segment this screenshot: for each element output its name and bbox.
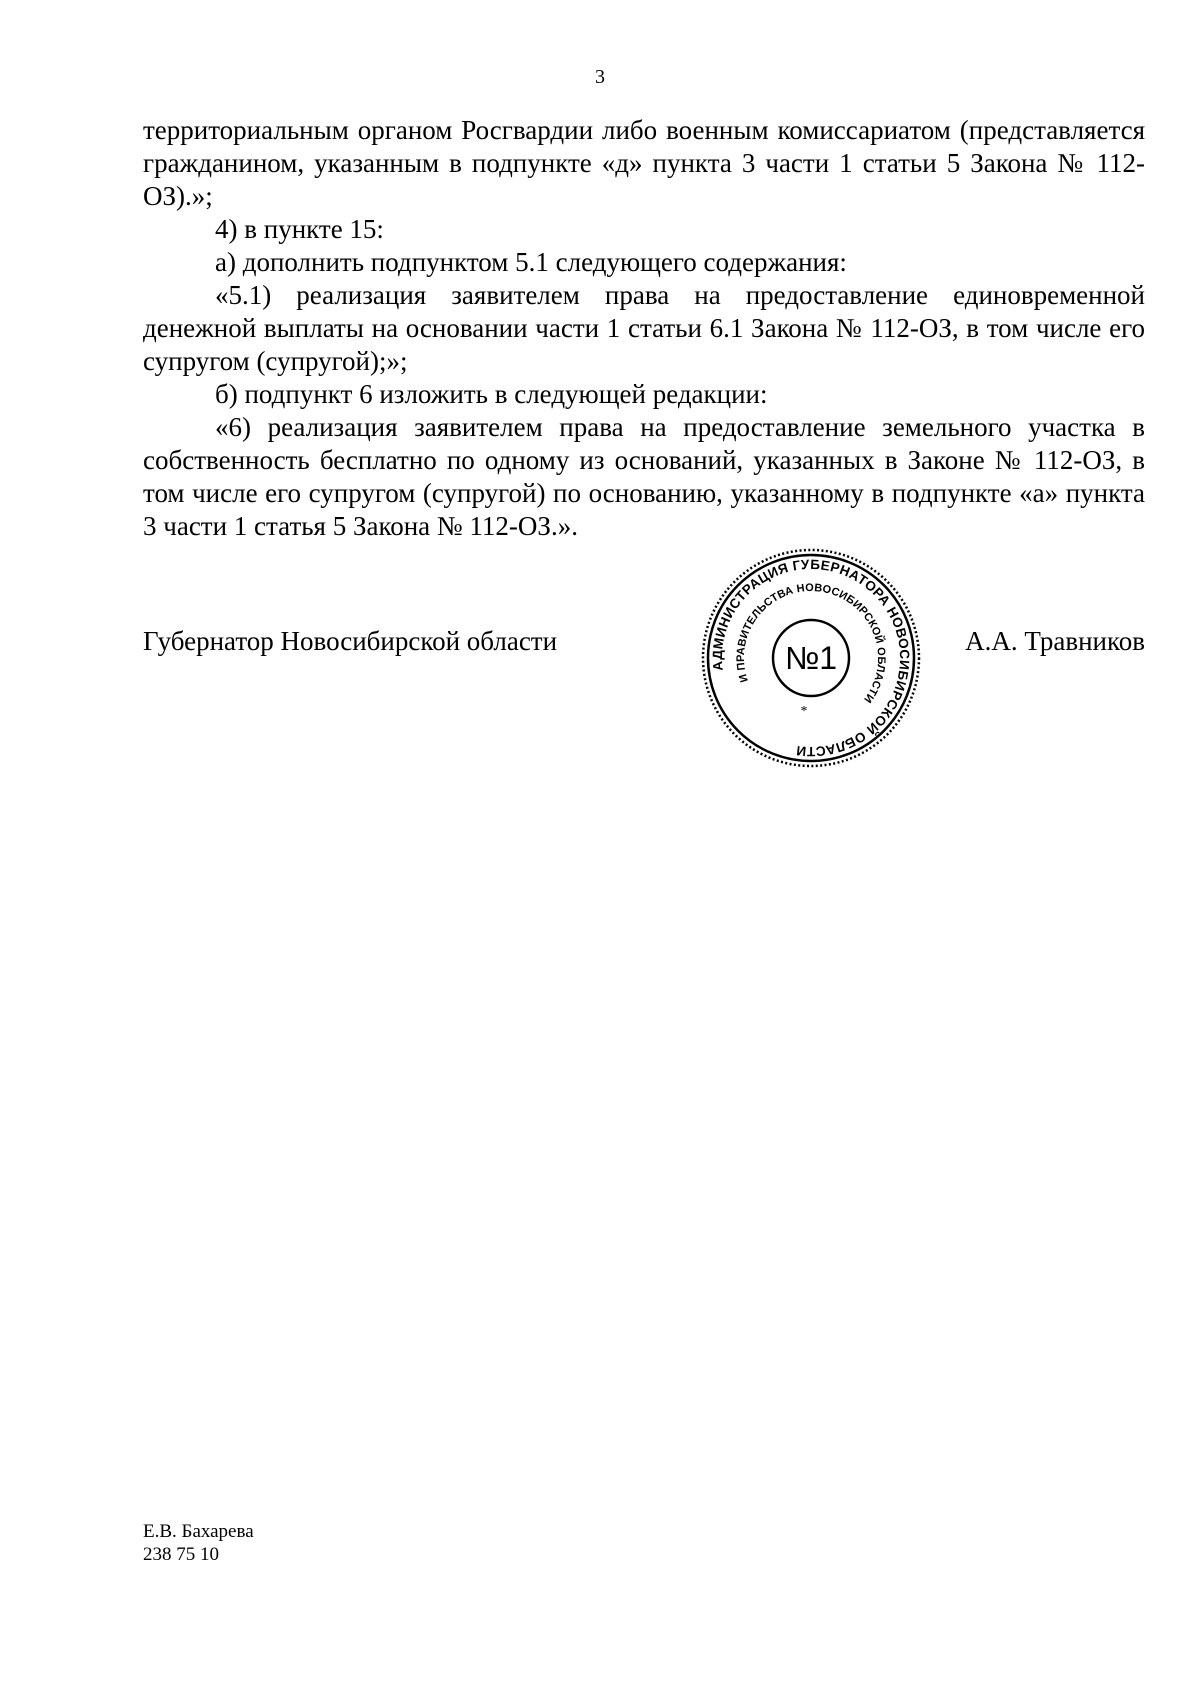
paragraph-subitem-b: б) подпункт 6 изложить в следующей редакции: (215, 379, 768, 409)
seal-star-icon: * (800, 704, 808, 719)
signature-block (143, 626, 1145, 666)
paragraph-continuation: территориальным органом Росгвардии либо военным комиссариатом (представляется гражданином, указанным в подпункте «д» пункта 3 части 1 статьи 5 Закона № 112-ОЗ).»; (143, 115, 1145, 211)
seal-inner-text: И ПРАВИТЕЛЬСТВА НОВОСИБИРСКОЙ ОБЛАСТИ (734, 581, 888, 705)
executor-footer (143, 1520, 254, 1566)
page-number: 3 (595, 66, 605, 88)
document-body (143, 114, 1145, 543)
signatory-name: А.А. Травников (965, 626, 1145, 656)
executor-phone: 238 75 10 (143, 1544, 219, 1565)
seal-center-number: №1 (784, 640, 838, 676)
executor-name: Е.В. Бахарева (143, 1521, 254, 1542)
seal-outer-text: АДМИНИСТРАЦИЯ ГУБЕРНАТОРА НОВОСИБИРСКОЙ ОБЛАСТИ (709, 556, 913, 760)
paragraph-subitem-a: а) дополнить подпунктом 5.1 следующего содержания: (215, 247, 847, 277)
signatory-title: Губернатор Новосибирской области (143, 626, 558, 656)
paragraph-item-4: 4) в пункте 15: (215, 214, 384, 244)
paragraph-subpoint-6: «6) реализация заявителем права на предоставление земельного участка в собственность бесплатно по одному из оснований, указанных в Законе № 112-ОЗ, в том числе его супругом (супругой) по основанию, указанному в подпункте «а» пункта 3 части 1 статья 5 Закона № 112-ОЗ.». (143, 412, 1145, 541)
official-seal (700, 547, 922, 769)
paragraph-subpoint-5-1: «5.1) реализация заявителем права на предоставление единовременной денежной выплаты на основании части 1 статьи 6.1 Закона № 112-ОЗ, в том числе его супругом (супругой);»; (143, 280, 1145, 376)
